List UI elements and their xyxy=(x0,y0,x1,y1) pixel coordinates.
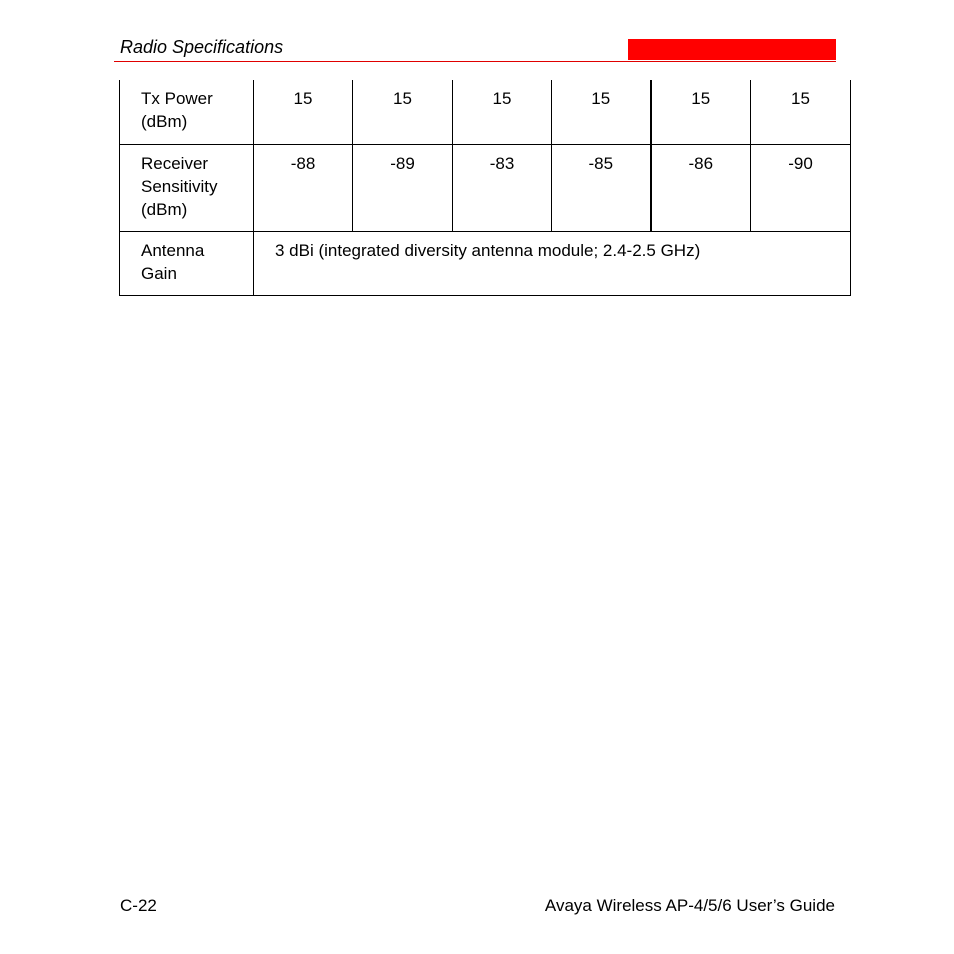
table-cell: 15 xyxy=(453,80,552,144)
section-title: Radio Specifications xyxy=(120,37,284,57)
table-cell: -90 xyxy=(751,144,851,231)
label-line: Tx Power xyxy=(141,89,213,108)
table-row-tx-power xyxy=(120,80,851,144)
row-label-tx-power xyxy=(120,80,254,144)
table-cell: 15 xyxy=(552,80,651,144)
label-line: (dBm) xyxy=(141,199,188,219)
table-row-antenna-gain xyxy=(120,231,851,295)
table-cell: -88 xyxy=(254,144,353,231)
radio-spec-table xyxy=(119,80,851,296)
row-label-antenna-gain xyxy=(120,231,254,295)
table-row-receiver-sensitivity xyxy=(120,144,851,231)
table-cell: 15 xyxy=(254,80,353,144)
antenna-gain-value: 3 dBi (integrated diversity antenna module; 2.4-2.5 GHz) xyxy=(254,231,851,295)
table-cell: 15 xyxy=(353,80,453,144)
guide-title: Avaya Wireless AP-4/5/6 User’s Guide xyxy=(544,896,835,915)
table-cell: 15 xyxy=(751,80,851,144)
table-cell: -86 xyxy=(651,144,751,231)
label-line: Gain xyxy=(141,263,177,283)
label-line: Sensitivity xyxy=(141,176,218,196)
table-cell: -83 xyxy=(453,144,552,231)
label-line: (dBm) xyxy=(141,112,188,131)
table-cell: 15 xyxy=(651,80,751,144)
table-cell: -89 xyxy=(353,144,453,231)
row-label-receiver-sensitivity xyxy=(120,144,254,231)
header-divider xyxy=(114,61,836,62)
label-line: Receiver xyxy=(141,153,209,173)
page-number: C-22 xyxy=(120,896,157,915)
table-cell: -85 xyxy=(552,144,651,231)
header-accent-bar xyxy=(628,39,836,60)
label-line: Antenna xyxy=(141,240,205,260)
